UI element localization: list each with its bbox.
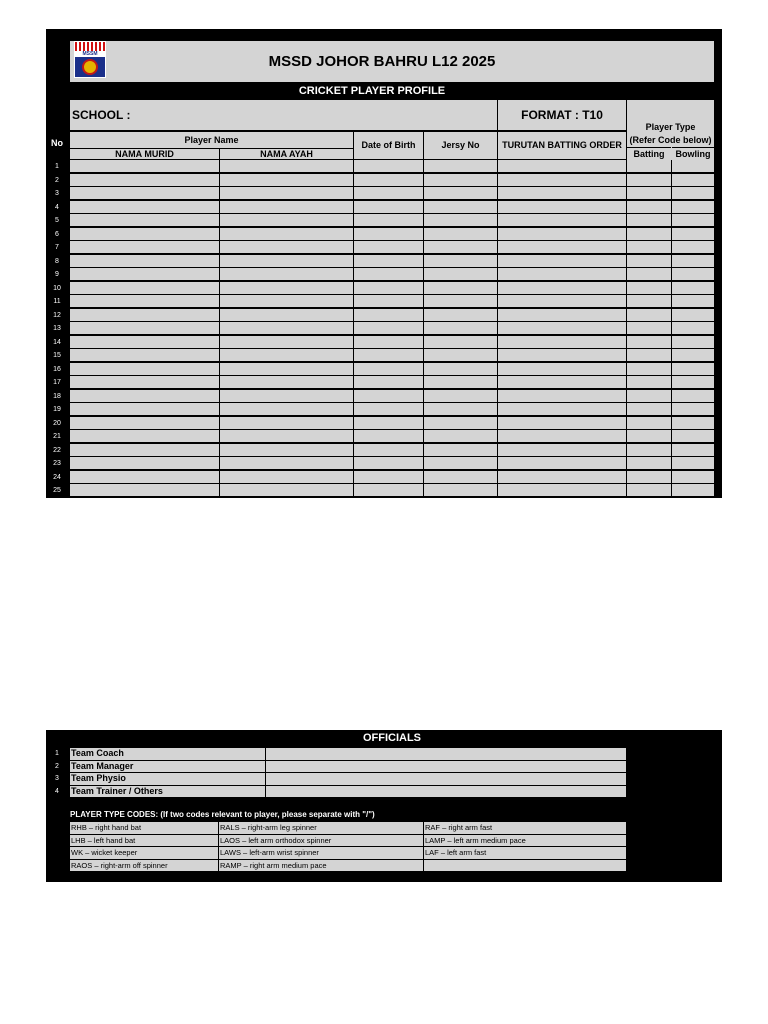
cell-nama-ayah[interactable]	[220, 322, 353, 334]
row-number: 24	[53, 473, 61, 481]
table-row	[46, 457, 722, 471]
cell-nama-murid[interactable]	[70, 417, 219, 429]
cell-batting-order[interactable]	[498, 430, 626, 442]
row-number: 8	[55, 257, 59, 265]
cell-jersey-no[interactable]	[424, 349, 497, 361]
cell-jersey-no[interactable]	[424, 336, 497, 348]
cell-bowling[interactable]	[672, 228, 714, 240]
cell-bowling[interactable]	[672, 471, 714, 483]
cell-jersey-no[interactable]	[424, 471, 497, 483]
cell-batting[interactable]	[627, 309, 671, 321]
cell-bowling[interactable]	[672, 160, 714, 172]
cell-batting[interactable]	[627, 174, 671, 186]
cell-jersey-no[interactable]	[424, 403, 497, 415]
header-batting-order: TURUTAN BATTING ORDER	[498, 132, 626, 159]
cell-batting[interactable]	[627, 471, 671, 483]
official-value-field[interactable]	[266, 761, 626, 773]
cell-bowling[interactable]	[672, 241, 714, 253]
cell-bowling[interactable]	[672, 403, 714, 415]
cell-jersey-no[interactable]	[424, 295, 497, 307]
cell-jersey-no[interactable]	[424, 430, 497, 442]
officials-sheet	[46, 730, 722, 882]
cell-batting-order[interactable]	[498, 241, 626, 253]
row-number: 6	[55, 230, 59, 238]
cell-batting[interactable]	[627, 484, 671, 496]
cell-batting-order[interactable]	[498, 255, 626, 267]
sheet-title-bar	[70, 41, 714, 82]
row-number: 25	[53, 487, 61, 494]
cell-date-of-birth[interactable]	[354, 255, 423, 267]
cell-bowling[interactable]	[672, 322, 714, 334]
table-row	[46, 484, 722, 498]
cell-nama-ayah[interactable]	[220, 268, 353, 280]
player-type-label: Player Type	[645, 122, 696, 132]
cell-nama-ayah[interactable]	[220, 336, 353, 348]
cell-date-of-birth[interactable]	[354, 160, 423, 172]
cell-nama-ayah[interactable]	[220, 174, 353, 186]
cell-bowling[interactable]	[672, 363, 714, 375]
row-number: 14	[53, 338, 61, 346]
cell-batting[interactable]	[627, 444, 671, 456]
cell-bowling[interactable]	[672, 336, 714, 348]
cell-jersey-no[interactable]	[424, 268, 497, 280]
cell-nama-ayah[interactable]	[220, 295, 353, 307]
row-number: 9	[55, 271, 59, 278]
code-cell: LAWS – left-arm wrist spinner	[219, 847, 423, 859]
cell-bowling[interactable]	[672, 255, 714, 267]
cell-jersey-no[interactable]	[424, 484, 497, 496]
cell-nama-ayah[interactable]	[220, 471, 353, 483]
cell-batting-order[interactable]	[498, 376, 626, 388]
cell-date-of-birth[interactable]	[354, 363, 423, 375]
cell-jersey-no[interactable]	[424, 214, 497, 226]
cell-bowling[interactable]	[672, 444, 714, 456]
officials-title: OFFICIALS	[362, 732, 422, 744]
official-label: Team Trainer / Others	[70, 786, 265, 798]
cell-nama-ayah[interactable]	[220, 187, 353, 199]
row-number: 7	[55, 244, 59, 251]
header-nama-ayah: NAMA AYAH	[220, 149, 353, 159]
cell-batting-order[interactable]	[498, 417, 626, 429]
cell-batting[interactable]	[627, 187, 671, 199]
cell-bowling[interactable]	[672, 295, 714, 307]
logo-text: MSSM	[75, 51, 105, 57]
cell-date-of-birth[interactable]	[354, 282, 423, 294]
cell-nama-ayah[interactable]	[220, 201, 353, 213]
table-row	[46, 444, 722, 458]
cell-batting[interactable]	[627, 214, 671, 226]
cell-date-of-birth[interactable]	[354, 187, 423, 199]
cell-batting-order[interactable]	[498, 282, 626, 294]
code-row	[46, 847, 722, 860]
cell-batting-order[interactable]	[498, 295, 626, 307]
cell-jersey-no[interactable]	[424, 201, 497, 213]
cell-jersey-no[interactable]	[424, 309, 497, 321]
cell-batting[interactable]	[627, 268, 671, 280]
cell-batting[interactable]	[627, 363, 671, 375]
cell-batting-order[interactable]	[498, 174, 626, 186]
cell-batting-order[interactable]	[498, 214, 626, 226]
cell-date-of-birth[interactable]	[354, 376, 423, 388]
row-number: 23	[53, 460, 61, 467]
format-field[interactable]: FORMAT : T10	[498, 100, 626, 130]
row-number: 5	[55, 217, 59, 224]
player-type-note: (Refer Code below)	[629, 135, 712, 145]
cell-nama-murid[interactable]	[70, 241, 219, 253]
official-row-physio	[46, 773, 722, 786]
cell-jersey-no[interactable]	[424, 282, 497, 294]
cell-nama-murid[interactable]	[70, 457, 219, 469]
cell-bowling[interactable]	[672, 268, 714, 280]
code-cell: LAMP – left arm medium pace	[424, 835, 626, 847]
cell-batting[interactable]	[627, 430, 671, 442]
cell-date-of-birth[interactable]	[354, 295, 423, 307]
row-number: 21	[53, 433, 61, 440]
row-number: 10	[53, 284, 61, 292]
code-cell: RAMP – right arm medium pace	[219, 860, 423, 872]
cell-date-of-birth[interactable]	[354, 241, 423, 253]
header-jersey-no: Jersy No	[424, 132, 497, 159]
sheet-title: MSSD JOHOR BAHRU L12 2025	[268, 53, 496, 70]
row-number: 17	[53, 379, 61, 386]
cell-batting-order[interactable]	[498, 349, 626, 361]
code-cell: LAF – left arm fast	[424, 847, 626, 859]
table-row	[46, 336, 722, 350]
table-row	[46, 471, 722, 485]
cell-jersey-no[interactable]	[424, 417, 497, 429]
school-field[interactable]: SCHOOL :	[70, 100, 497, 130]
cell-jersey-no[interactable]	[424, 444, 497, 456]
header-no: No	[51, 138, 63, 148]
cell-nama-murid[interactable]	[70, 201, 219, 213]
cell-date-of-birth[interactable]	[354, 430, 423, 442]
cell-date-of-birth[interactable]	[354, 417, 423, 429]
cell-nama-murid[interactable]	[70, 309, 219, 321]
cell-nama-ayah[interactable]	[220, 228, 353, 240]
cell-nama-murid[interactable]	[70, 174, 219, 186]
table-row	[46, 390, 722, 404]
cell-batting[interactable]	[627, 457, 671, 469]
cell-nama-murid[interactable]	[70, 295, 219, 307]
cell-batting[interactable]	[627, 282, 671, 294]
cell-nama-ayah[interactable]	[220, 255, 353, 267]
cell-date-of-birth[interactable]	[354, 174, 423, 186]
cell-nama-ayah[interactable]	[220, 444, 353, 456]
cell-batting-order[interactable]	[498, 228, 626, 240]
cell-batting[interactable]	[627, 322, 671, 334]
cell-jersey-no[interactable]	[424, 363, 497, 375]
cell-nama-murid[interactable]	[70, 268, 219, 280]
mssm-logo-icon	[74, 41, 106, 78]
row-number: 1	[55, 750, 59, 757]
cell-jersey-no[interactable]	[424, 174, 497, 186]
cell-nama-ayah[interactable]	[220, 214, 353, 226]
cell-nama-ayah[interactable]	[220, 241, 353, 253]
row-number: 3	[55, 775, 59, 782]
cell-nama-murid[interactable]	[70, 363, 219, 375]
cell-nama-murid[interactable]	[70, 376, 219, 388]
cell-batting[interactable]	[627, 349, 671, 361]
table-row	[46, 214, 722, 228]
cell-bowling[interactable]	[672, 417, 714, 429]
cell-batting[interactable]	[627, 228, 671, 240]
cell-date-of-birth[interactable]	[354, 444, 423, 456]
cell-nama-ayah[interactable]	[220, 457, 353, 469]
code-row	[46, 822, 722, 835]
cell-jersey-no[interactable]	[424, 390, 497, 402]
table-row	[46, 309, 722, 323]
cell-bowling[interactable]	[672, 282, 714, 294]
table-row	[46, 282, 722, 296]
cell-date-of-birth[interactable]	[354, 484, 423, 496]
cell-jersey-no[interactable]	[424, 376, 497, 388]
cell-date-of-birth[interactable]	[354, 268, 423, 280]
cell-date-of-birth[interactable]	[354, 228, 423, 240]
row-number: 15	[53, 352, 61, 359]
official-row-trainer	[46, 786, 722, 799]
cell-bowling[interactable]	[672, 201, 714, 213]
cell-bowling[interactable]	[672, 349, 714, 361]
table-row	[46, 295, 722, 309]
player-type-codes-title: PLAYER TYPE CODES: (If two codes relevant to player, please separate with "/")	[70, 810, 375, 819]
official-label: Team Coach	[70, 748, 265, 760]
table-row	[46, 201, 722, 215]
cell-batting-order[interactable]	[498, 187, 626, 199]
cell-nama-murid[interactable]	[70, 282, 219, 294]
cell-bowling[interactable]	[672, 376, 714, 388]
official-value-field[interactable]	[266, 748, 626, 760]
row-number: 12	[53, 311, 61, 319]
cell-batting-order[interactable]	[498, 484, 626, 496]
cell-batting-order[interactable]	[498, 201, 626, 213]
code-cell: LHB – left hand bat	[70, 835, 218, 847]
code-cell: RAOS – right-arm off spinner	[70, 860, 218, 872]
header-date-of-birth: Date of Birth	[354, 132, 423, 159]
code-cell: RAF – right arm fast	[424, 822, 626, 834]
cell-batting[interactable]	[627, 417, 671, 429]
cell-bowling[interactable]	[672, 174, 714, 186]
table-row	[46, 174, 722, 188]
cell-nama-murid[interactable]	[70, 336, 219, 348]
cell-batting[interactable]	[627, 390, 671, 402]
cell-batting-order[interactable]	[498, 160, 626, 172]
cell-nama-ayah[interactable]	[220, 403, 353, 415]
row-number: 4	[55, 787, 59, 795]
cell-date-of-birth[interactable]	[354, 471, 423, 483]
cell-date-of-birth[interactable]	[354, 457, 423, 469]
table-row	[46, 430, 722, 444]
cell-batting-order[interactable]	[498, 322, 626, 334]
row-number: 2	[55, 176, 59, 184]
cell-nama-murid[interactable]	[70, 322, 219, 334]
cell-nama-murid[interactable]	[70, 390, 219, 402]
cell-nama-ayah[interactable]	[220, 282, 353, 294]
cell-batting-order[interactable]	[498, 268, 626, 280]
cell-batting[interactable]	[627, 241, 671, 253]
cell-nama-murid[interactable]	[70, 228, 219, 240]
cell-jersey-no[interactable]	[424, 160, 497, 172]
row-number: 18	[53, 392, 61, 400]
cell-nama-murid[interactable]	[70, 214, 219, 226]
cell-date-of-birth[interactable]	[354, 214, 423, 226]
header-batting: Batting	[627, 147, 671, 159]
row-number: 16	[53, 365, 61, 373]
sheet-subtitle: CRICKET PLAYER PROFILE	[298, 85, 446, 97]
cell-bowling[interactable]	[672, 390, 714, 402]
cell-nama-ayah[interactable]	[220, 349, 353, 361]
row-number: 3	[55, 190, 59, 197]
cell-nama-ayah[interactable]	[220, 390, 353, 402]
cell-date-of-birth[interactable]	[354, 201, 423, 213]
row-number: 4	[55, 203, 59, 211]
code-cell	[424, 860, 626, 872]
row-number: 19	[53, 406, 61, 413]
cell-nama-ayah[interactable]	[220, 363, 353, 375]
official-row-manager	[46, 761, 722, 774]
table-row	[46, 268, 722, 282]
cell-batting-order[interactable]	[498, 444, 626, 456]
table-row	[46, 322, 722, 336]
cell-date-of-birth[interactable]	[354, 403, 423, 415]
table-row	[46, 376, 722, 390]
table-row	[46, 241, 722, 255]
cell-nama-ayah[interactable]	[220, 430, 353, 442]
cell-batting-order[interactable]	[498, 471, 626, 483]
cell-batting[interactable]	[627, 376, 671, 388]
row-number: 20	[53, 419, 61, 427]
cell-batting[interactable]	[627, 336, 671, 348]
code-cell: RALS – right-arm leg spinner	[219, 822, 423, 834]
cell-bowling[interactable]	[672, 214, 714, 226]
player-profile-sheet	[46, 29, 722, 498]
table-row	[46, 363, 722, 377]
table-row	[46, 349, 722, 363]
row-number: 11	[53, 298, 61, 305]
table-row	[46, 160, 722, 174]
cell-batting-order[interactable]	[498, 457, 626, 469]
cell-batting-order[interactable]	[498, 403, 626, 415]
cell-nama-murid[interactable]	[70, 160, 219, 172]
cell-jersey-no[interactable]	[424, 255, 497, 267]
official-value-field[interactable]	[266, 786, 626, 798]
cell-nama-ayah[interactable]	[220, 417, 353, 429]
table-row	[46, 255, 722, 269]
official-row-coach	[46, 748, 722, 761]
cell-batting[interactable]	[627, 403, 671, 415]
table-row	[46, 228, 722, 242]
cell-nama-murid[interactable]	[70, 403, 219, 415]
cell-date-of-birth[interactable]	[354, 322, 423, 334]
cell-nama-ayah[interactable]	[220, 376, 353, 388]
cell-nama-murid[interactable]	[70, 430, 219, 442]
cell-jersey-no[interactable]	[424, 322, 497, 334]
cell-bowling[interactable]	[672, 187, 714, 199]
cell-date-of-birth[interactable]	[354, 349, 423, 361]
cell-nama-murid[interactable]	[70, 187, 219, 199]
code-cell: RHB – right hand bat	[70, 822, 218, 834]
code-cell: LAOS – left arm orthodox spinner	[219, 835, 423, 847]
table-row	[46, 403, 722, 417]
cell-batting-order[interactable]	[498, 390, 626, 402]
table-row	[46, 187, 722, 201]
cell-batting[interactable]	[627, 160, 671, 172]
official-label: Team Manager	[70, 761, 265, 773]
cell-nama-murid[interactable]	[70, 255, 219, 267]
cell-date-of-birth[interactable]	[354, 336, 423, 348]
cell-jersey-no[interactable]	[424, 457, 497, 469]
cell-batting[interactable]	[627, 255, 671, 267]
header-player-name: Player Name	[70, 132, 353, 148]
cell-nama-murid[interactable]	[70, 484, 219, 496]
cell-bowling[interactable]	[672, 457, 714, 469]
cell-nama-murid[interactable]	[70, 471, 219, 483]
code-cell: WK – wicket keeper	[70, 847, 218, 859]
official-label: Team Physio	[70, 773, 265, 785]
header-nama-murid: NAMA MURID	[70, 149, 219, 159]
cell-nama-ayah[interactable]	[220, 160, 353, 172]
cell-nama-ayah[interactable]	[220, 484, 353, 496]
cell-jersey-no[interactable]	[424, 187, 497, 199]
row-number: 22	[53, 446, 61, 454]
cell-nama-murid[interactable]	[70, 349, 219, 361]
official-value-field[interactable]	[266, 773, 626, 785]
cell-batting-order[interactable]	[498, 309, 626, 321]
table-row	[46, 417, 722, 431]
row-number: 1	[55, 163, 59, 170]
cell-batting-order[interactable]	[498, 336, 626, 348]
cell-nama-ayah[interactable]	[220, 309, 353, 321]
cell-bowling[interactable]	[672, 309, 714, 321]
cell-jersey-no[interactable]	[424, 228, 497, 240]
row-number: 13	[53, 325, 61, 332]
cell-batting[interactable]	[627, 201, 671, 213]
cell-bowling[interactable]	[672, 484, 714, 496]
cell-batting[interactable]	[627, 295, 671, 307]
header-bowling: Bowling	[672, 147, 714, 159]
code-row	[46, 860, 722, 873]
cell-jersey-no[interactable]	[424, 241, 497, 253]
cell-date-of-birth[interactable]	[354, 309, 423, 321]
row-number: 2	[55, 762, 59, 770]
cell-batting-order[interactable]	[498, 363, 626, 375]
cell-date-of-birth[interactable]	[354, 390, 423, 402]
code-row	[46, 835, 722, 848]
cell-nama-murid[interactable]	[70, 444, 219, 456]
cell-bowling[interactable]	[672, 430, 714, 442]
